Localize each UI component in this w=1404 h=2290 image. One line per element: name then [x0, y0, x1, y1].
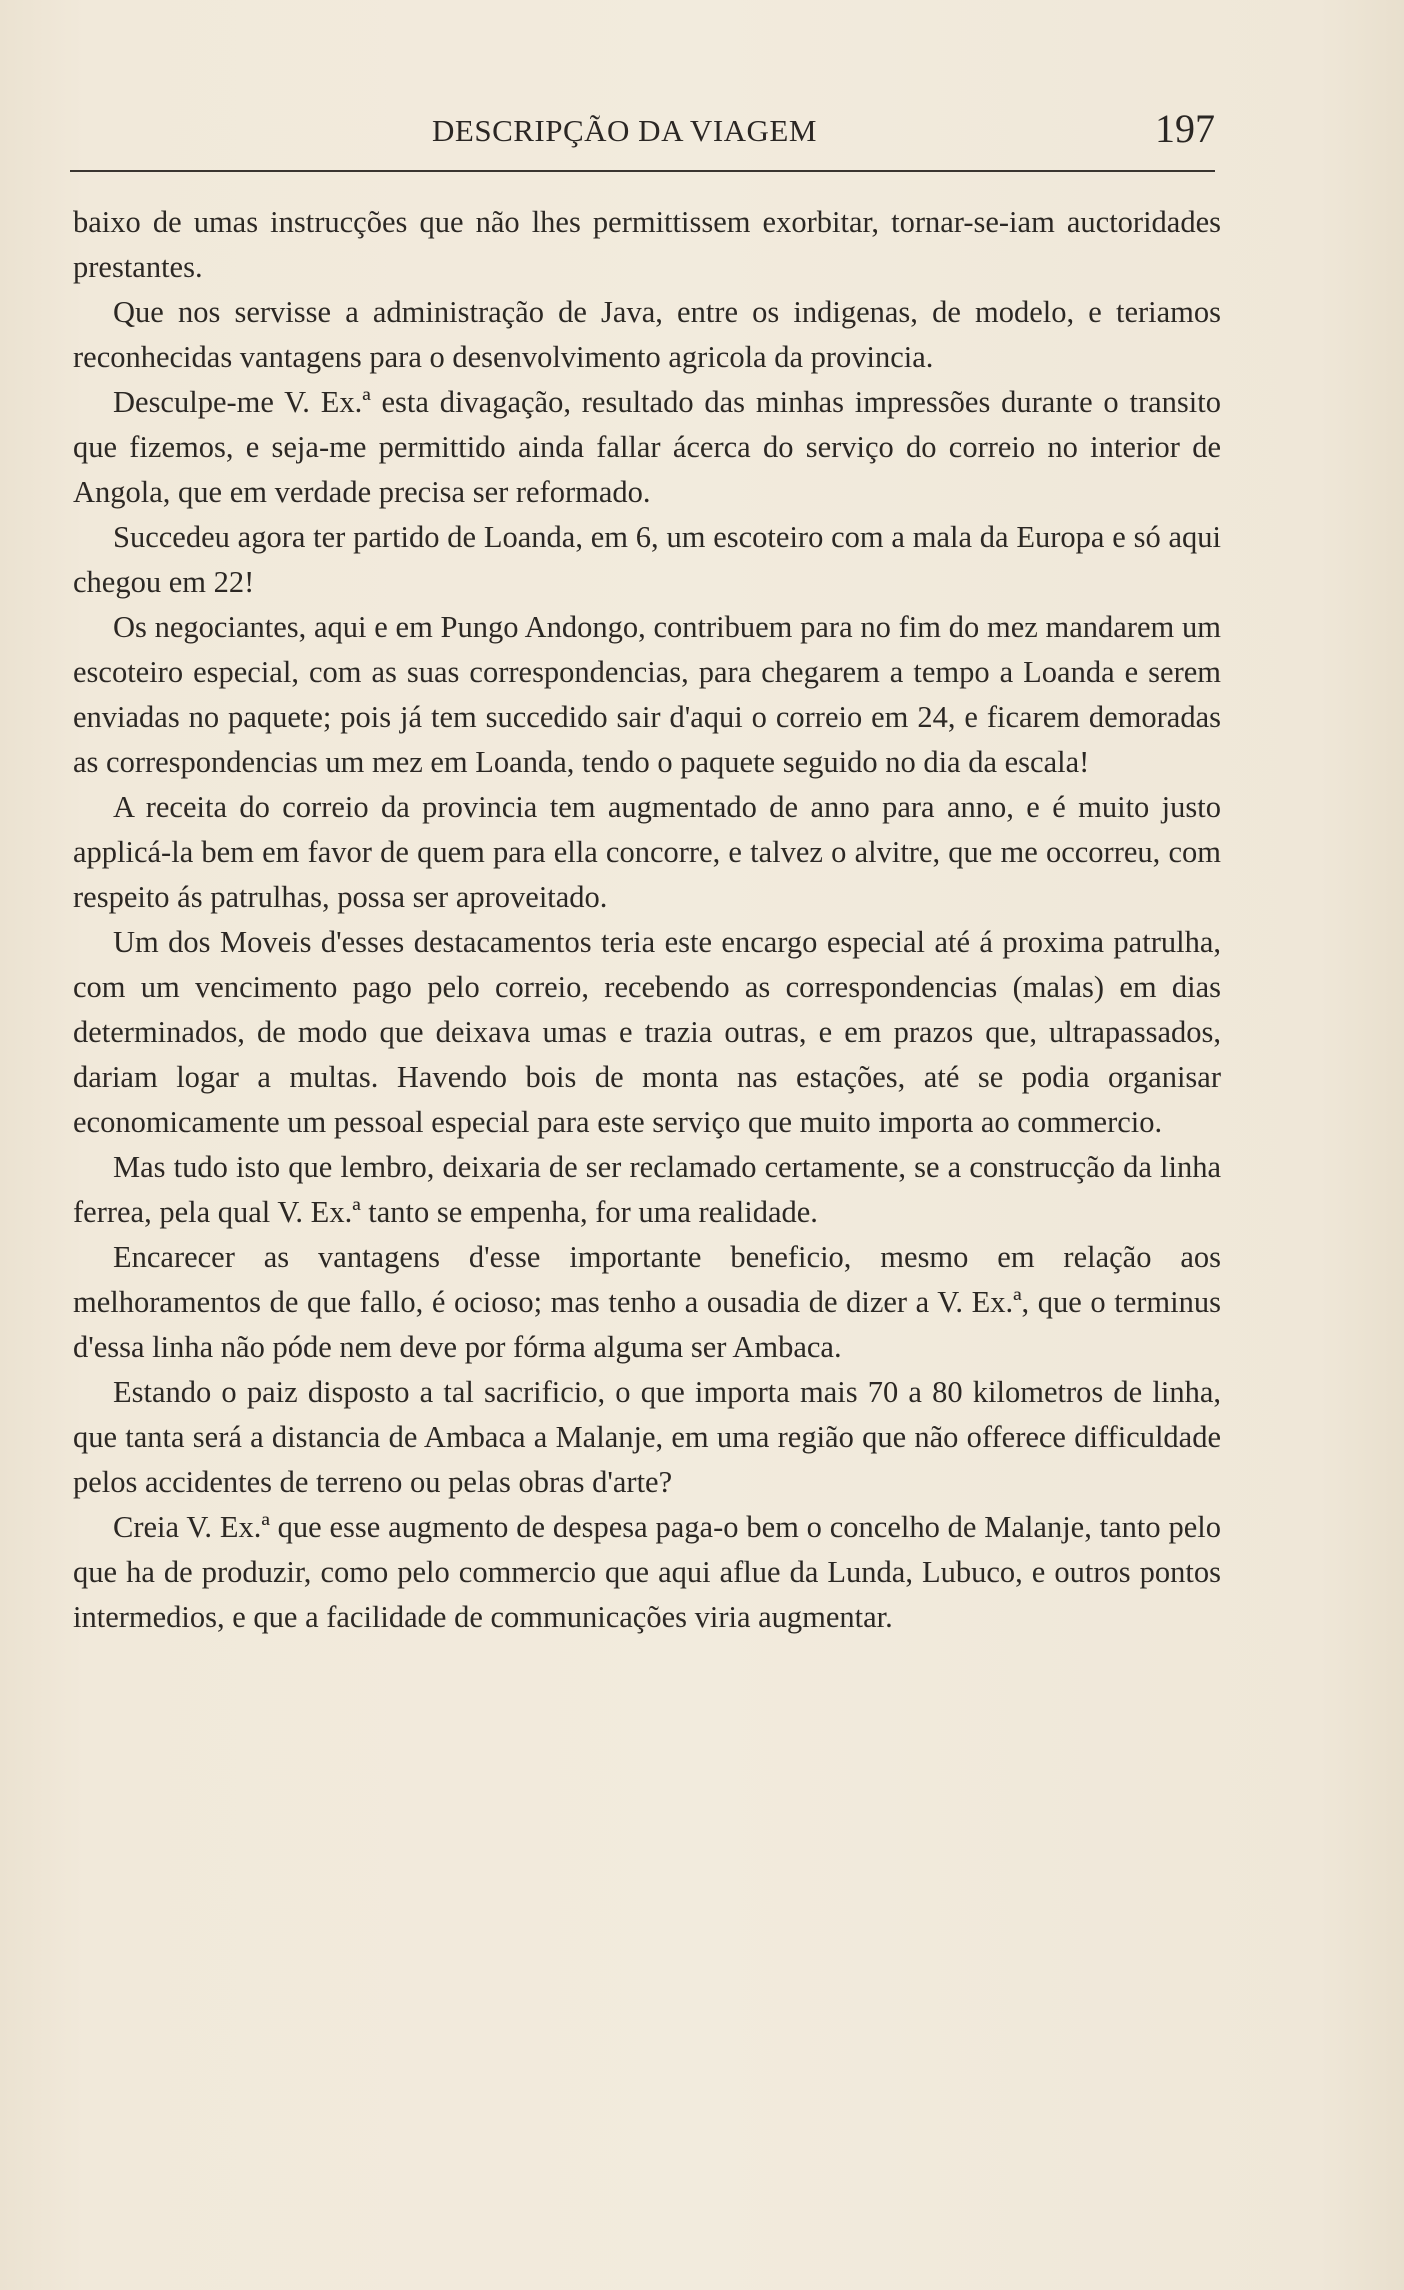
paragraph: Encarecer as vantagens d'esse importante beneficio, mesmo em relação aos melhoramentos de que fallo, é ocioso; mas tenho a ousadia de dizer a V. Ex.ª, que o terminus d'essa linha não póde nem deve por fórma alguma ser Ambaca.	[73, 1240, 1221, 1364]
page-header	[70, 105, 1215, 165]
header-rule	[70, 170, 1215, 172]
page-number: 197	[1155, 106, 1215, 151]
paragraph: Desculpe-me V. Ex.ª esta divagação, resultado das minhas impressões durante o transito que fizemos, e seja-me permittido ainda fallar ácerca do serviço do correio no interior de Angola, que em verdade precisa ser reformado.	[73, 385, 1221, 509]
paragraph: Que nos servisse a administração de Java, entre os indigenas, de modelo, e teriamos reconhecidas vantagens para o desenvolvimento agricola da provincia.	[73, 295, 1221, 374]
paragraph: baixo de umas instrucções que não lhes permittissem exorbitar, tornar-se-iam auctoridades prestantes.	[73, 205, 1221, 284]
running-title: DESCRIPÇÃO DA VIAGEM	[432, 113, 817, 148]
paragraph: Mas tudo isto que lembro, deixaria de ser reclamado certamente, se a construcção da linha ferrea, pela qual V. Ex.ª tanto se empenha, for uma realidade.	[73, 1150, 1221, 1229]
paragraph: Succedeu agora ter partido de Loanda, em 6, um escoteiro com a mala da Europa e só aqui chegou em 22!	[73, 520, 1221, 599]
paragraph: A receita do correio da provincia tem augmentado de anno para anno, e é muito justo applicá-la bem em favor de quem para ella concorre, e talvez o alvitre, que me occorreu, com respeito ás patrulhas, possa ser aproveitado.	[73, 790, 1221, 914]
body-text	[73, 200, 1221, 1640]
paragraph: Um dos Moveis d'esses destacamentos teria este encargo especial até á proxima patrulha, com um vencimento pago pelo correio, recebendo as correspondencias (malas) em dias determinados, de modo que deixava umas e trazia outras, e em prazos que, ultrapassados, dariam logar a multas. Havendo bois de monta nas estações, até se podia organisar economicamente um pessoal especial para este serviço que muito importa ao commercio.	[73, 925, 1221, 1139]
paragraph: Os negociantes, aqui e em Pungo Andongo, contribuem para no fim do mez mandarem um escoteiro especial, com as suas correspondencias, para chegarem a tempo a Loanda e serem enviadas no paquete; pois já tem succedido sair d'aqui o correio em 24, e ficarem demoradas as correspondencias um mez em Loanda, tendo o paquete seguido no dia da escala!	[73, 610, 1221, 779]
paragraph: Creia V. Ex.ª que esse augmento de despesa paga-o bem o concelho de Malanje, tanto pelo que ha de produzir, como pelo commercio que aqui aflue da Lunda, Lubuco, e outros pontos intermedios, e que a facilidade de communicações viria augmentar.	[73, 1510, 1221, 1634]
paragraph: Estando o paiz disposto a tal sacrificio, o que importa mais 70 a 80 kilometros de linha, que tanta será a distancia de Ambaca a Malanje, em uma região que não offerece difficuldade pelos accidentes de terreno ou pelas obras d'arte?	[73, 1375, 1221, 1499]
